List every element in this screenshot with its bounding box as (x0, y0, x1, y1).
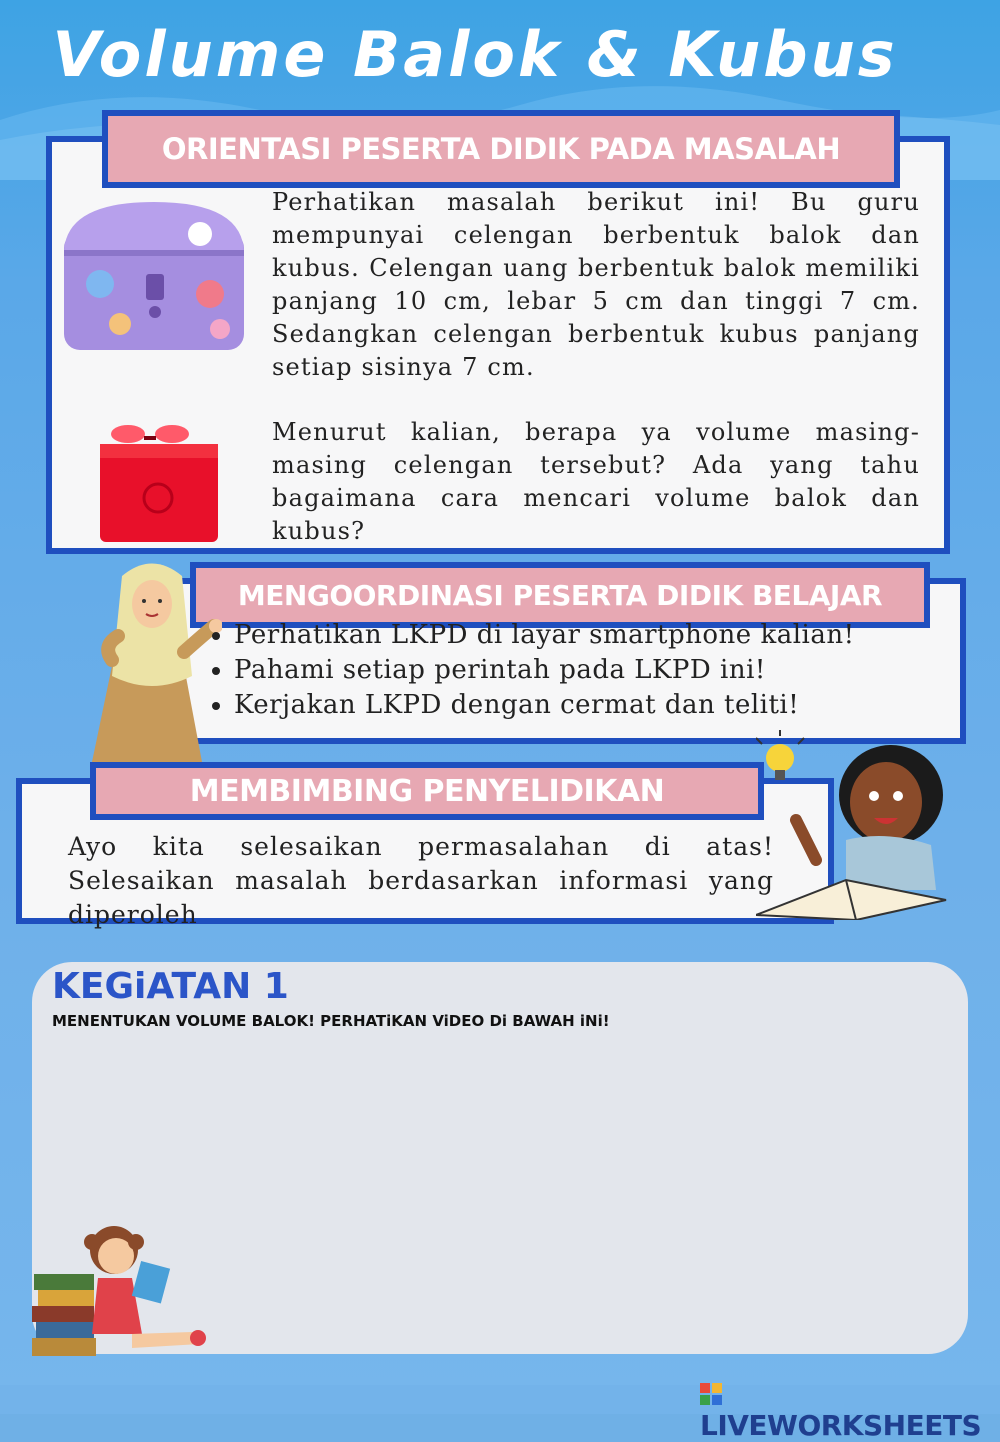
brand-name: LIVEWORKSHEETS (700, 1409, 982, 1442)
teacher-illustration (72, 556, 222, 762)
orientation-paragraph-2: Menurut kalian, berapa ya volume masing-masing celengan tersebut? Ada yang tahu bagaimana cara mencari volume balok dan kubus? (272, 418, 920, 545)
brand-logo[interactable] (700, 1376, 1000, 1442)
activity-subtitle: MENENTUKAN VOLUME BALOK! PERHATiKAN ViDEO Di BAWAH iNi! (52, 1012, 610, 1030)
orientation-heading: ORIENTASI PESERTA DIDIK PADA MASALAH (102, 110, 900, 188)
page-title: Volume Balok & Kubus (52, 18, 898, 91)
guide-heading: MEMBIMBING PENYELIDIKAN (90, 762, 764, 820)
coordinate-list-item: • Perhatikan LKPD di layar smartphone kalian! (234, 618, 855, 653)
coordinate-list-item: • Kerjakan LKPD dengan cermat dan teliti! (234, 688, 855, 723)
red-lego-bank-image (96, 414, 222, 546)
coordinate-heading: MENGOORDINASI PESERTA DIDIK BELAJAR (190, 562, 930, 628)
girl-reading-illustration (32, 1214, 212, 1364)
guide-text: Ayo kita selesaikan permasalahan di atas! Selesaikan masalah berdasarkan informasi yang diperoleh (68, 832, 774, 929)
orientation-paragraph-1: Perhatikan masalah berikut ini! Bu guru mempunyai celengan berbentuk balok dan kubus. Celengan uang berbentuk balok memiliki panjang 10 cm, lebar 5 cm dan tinggi 7 cm. Sedangkan celengan berbentuk kubus panjang setiap sisinya 7 cm. (272, 188, 920, 381)
coordinate-list (212, 618, 855, 723)
coordinate-list-item: • Pahami setiap perintah pada LKPD ini! (234, 653, 855, 688)
purple-piggy-bank-image (60, 194, 250, 354)
activity-title: KEGiATAN 1 (52, 966, 289, 1007)
student-writing-illustration (756, 730, 956, 920)
brand-icon (700, 1383, 722, 1405)
